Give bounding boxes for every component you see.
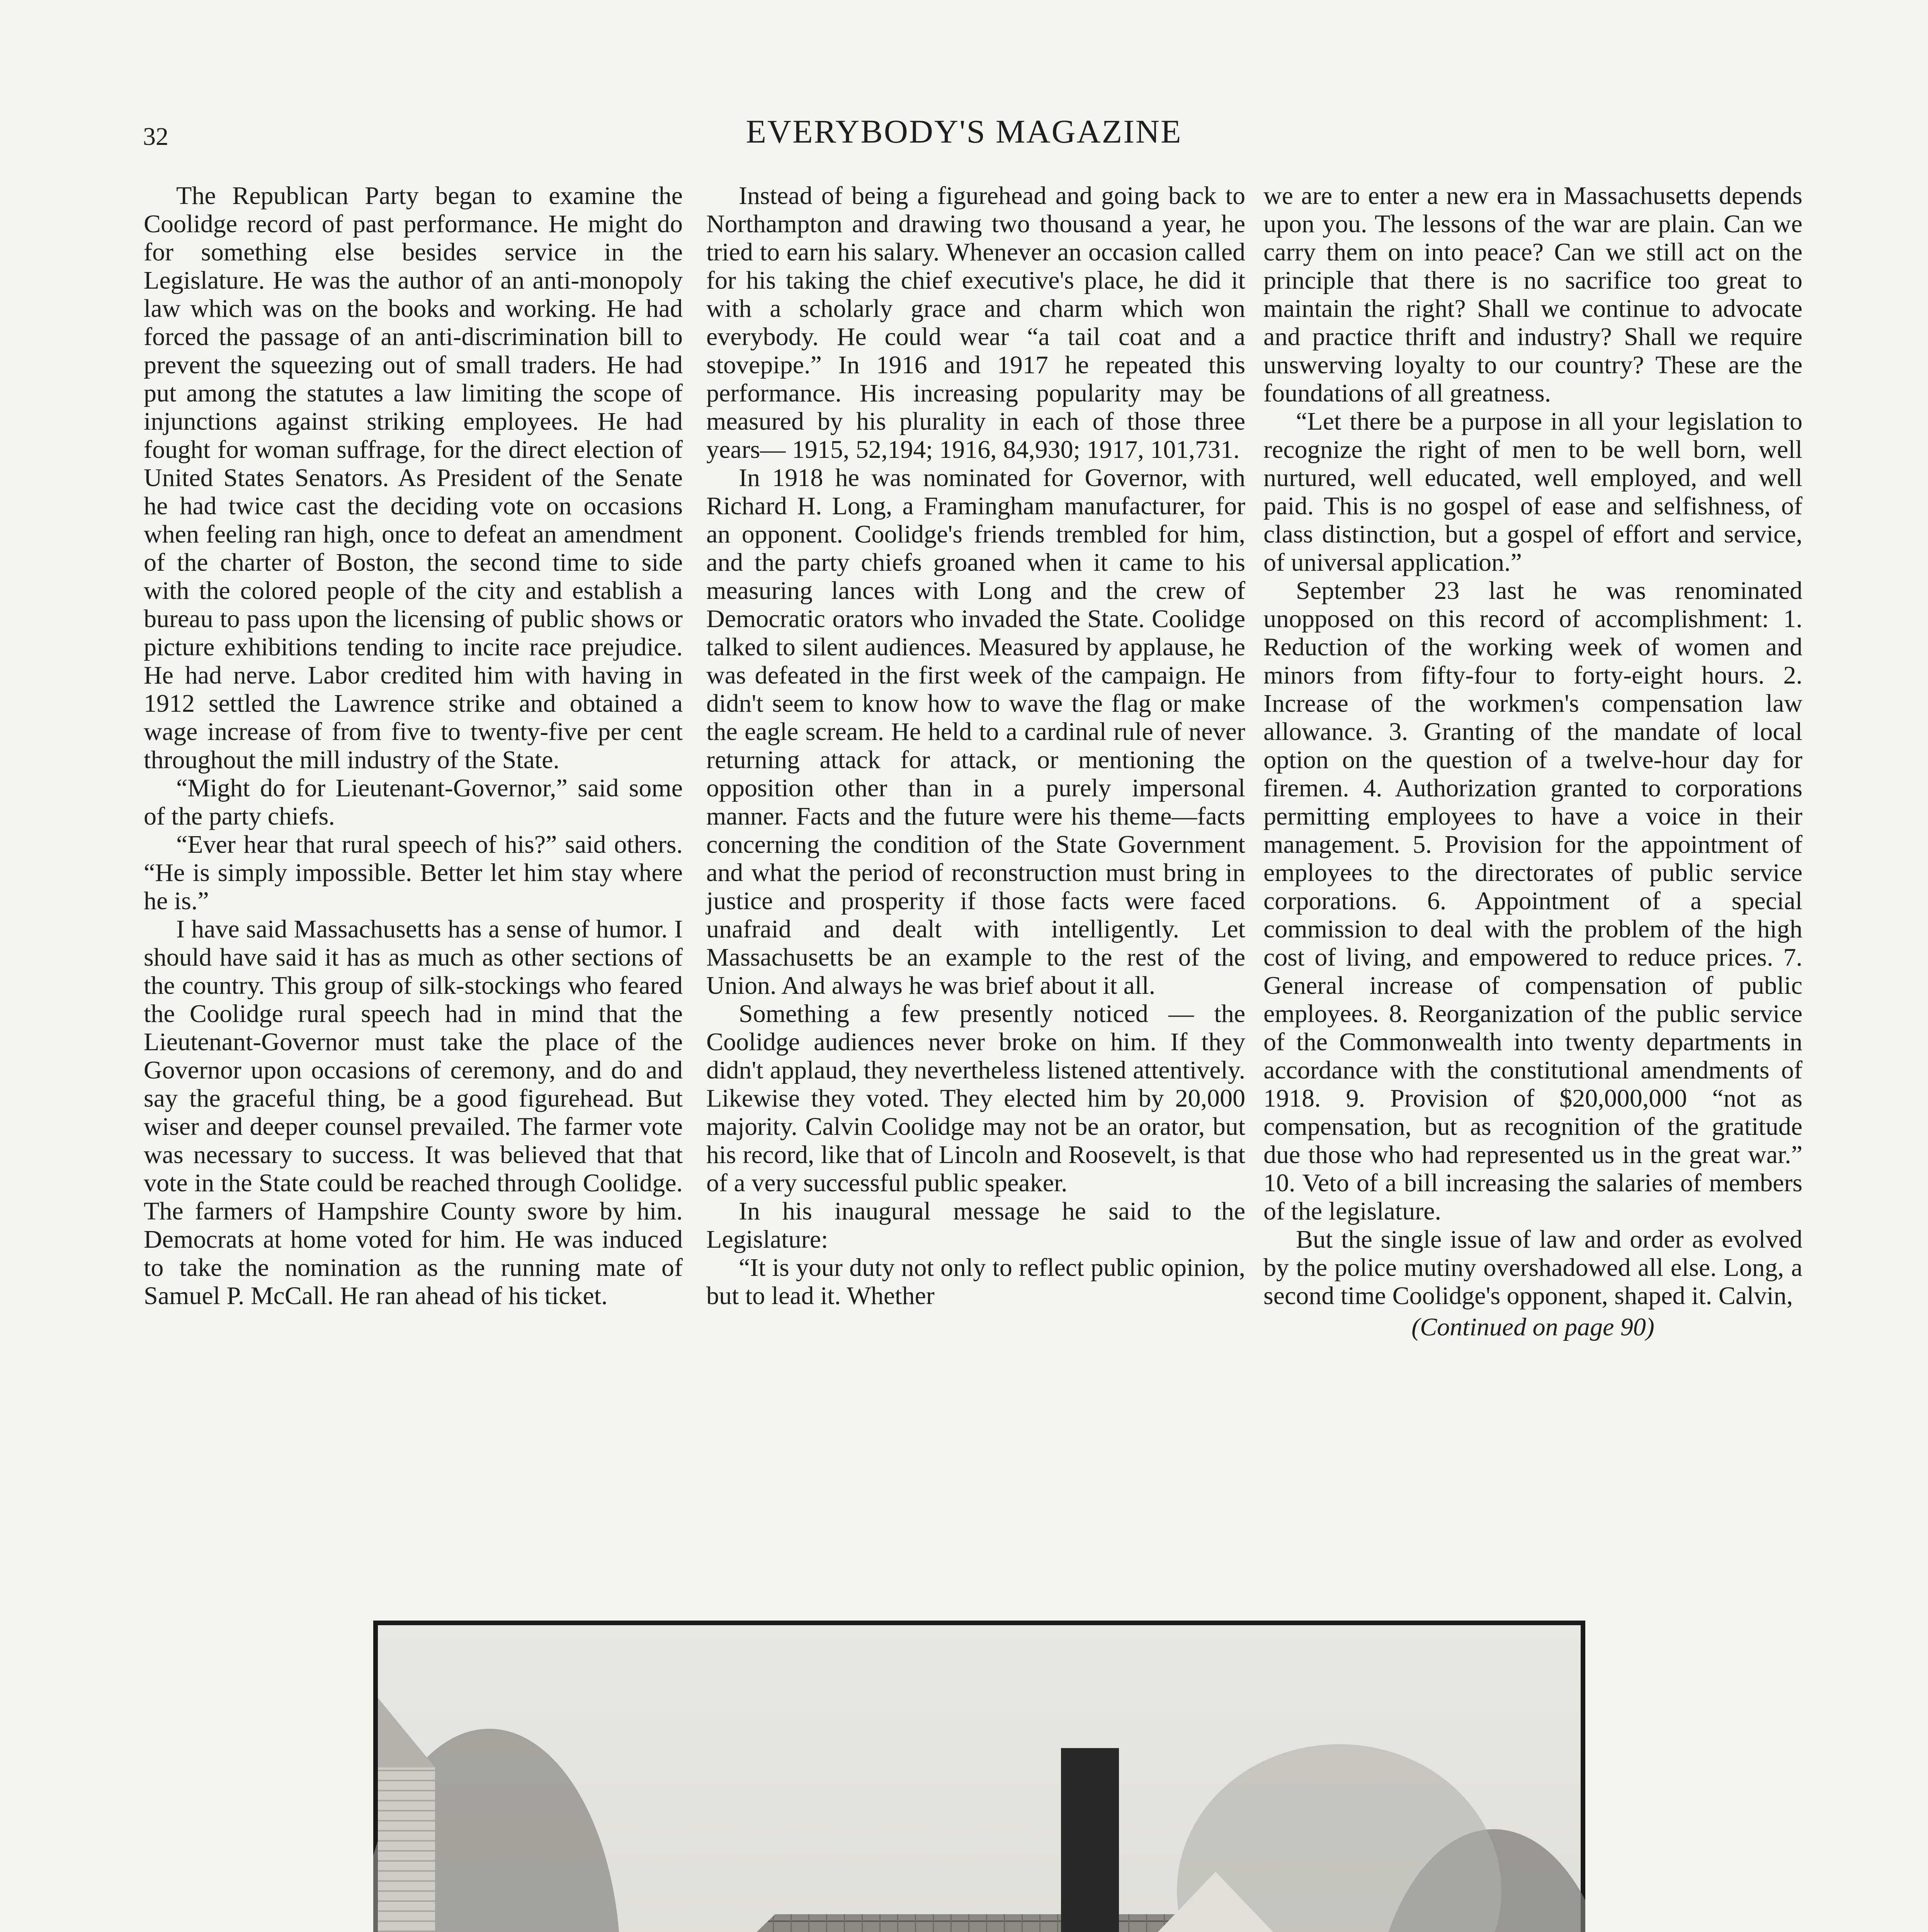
paragraph: But the single issue of law and order as evolved by the police mutiny overshadowed all else. Long, a second time Coolidge's opponent, shaped it. Calvin, xyxy=(1263,1225,1802,1310)
article-column-3 xyxy=(1263,182,1802,1341)
paragraph: September 23 last he was renominated unopposed on this record of accomplishment: 1. Reduction of the working week of women and minors from fifty-four to forty-eight hours. 2. Increase of the workmen's compensation law allowance. 3. Granting of the mandate of local option on the question of a twelve-hour day for firemen. 4. Authorization granted to corporations permitting employees to have a voice in their management. 5. Provision for the appointment of employees to the directorates of public service corporations. 6. Appointment of a special commission to deal with the problem of the high cost of living, and empowered to reduce prices. 7. General increase of compensation of public employees. 8. Reorganization of the public service of the Commonwealth into twenty departments in accordance with the constitutional amendments of 1918. 9. Provision of $20,000,000 “not as compensation, but as recognition of the gratitude due those who had represented us in the great war.” 10. Veto of a bill increasing the salaries of members of the legislature. xyxy=(1263,577,1802,1225)
magazine-title: EVERYBODY'S MAGAZINE xyxy=(746,113,1182,150)
paragraph: In 1918 he was nominated for Governor, with Richard H. Long, a Framingham manufacturer, for an opponent. Coolidge's friends trembled for him, and the party chiefs groaned when it came to his measuring lances with Long and the crew of Democratic orators who invaded the State. Coolidge talked to silent audiences. Measured by applause, he was defeated in the first week of the campaign. He didn't seem to know how to wave the flag or make the eagle scream. He held to a cardinal rule of never returning attack for attack, or mentioning the opposition other than in a purely impersonal manner. Facts and the future were his theme—facts concerning the condition of the State Government and what the period of reconstruction must bring in justice and prosperity if those facts were faced unafraid and dealt with intelligently. Let Massachusetts be an example to the rest of the Union. And always he was brief about it all. xyxy=(706,464,1245,1000)
paragraph: “Might do for Lieutenant-Governor,” said some of the party chiefs. xyxy=(144,774,683,830)
paragraph: Something a few presently noticed — the Coolidge audiences never broke on him. If they didn't applaud, they nevertheless listened attentively. Likewise they voted. They elected him by 20,000 majority. Calvin Coolidge may not be an orator, but his record, like that of Lincoln and Roosevelt, is that of a very successful public speaker. xyxy=(706,1000,1245,1197)
paragraph: Instead of being a figurehead and going back to Northampton and drawing two thousand a year, he tried to earn his salary. Whenever an occasion called for his taking the chief executive's place, he did it with a scholarly grace and charm which won everybody. He could wear “a tail coat and a stovepipe.” In 1916 and 1917 he repeated this performance. His increasing popularity may be measured by his plurality in each of those three years— 1915, 52,194; 1916, 84,930; 1917, 101,731. xyxy=(706,182,1245,464)
paragraph: we are to enter a new era in Massachusetts depends upon you. The lessons of the war are plain. Can we carry them on into peace? Can we still act on the principle that there is no sacrifice too great to maintain the right? Shall we continue to advocate and practice thrift and industry? Shall we require unswerving loyalty to our country? These are the foundations of all greatness. xyxy=(1263,182,1802,407)
paragraph: In his inaugural message he said to the Legislature: xyxy=(706,1197,1245,1253)
article-column-2 xyxy=(706,182,1245,1310)
page-number: 32 xyxy=(143,122,168,151)
paragraph: “Ever hear that rural speech of his?” said others. “He is simply impossible. Better let him stay where he is.” xyxy=(144,830,683,915)
paragraph: The Republican Party began to examine the Coolidge record of past performance. He might do for something else besides service in the Legislature. He was the author of an anti-monopoly law which was on the books and working. He had forced the passage of an anti-discrimination bill to prevent the squeezing out of small traders. He had put among the statutes a law limiting the scope of injunctions against striking employees. He had fought for woman suffrage, for the direct election of United States Senators. As President of the Senate he had twice cast the deciding vote on occasions when feeling ran high, once to defeat an amendment of the charter of Boston, the second time to side with the colored people of the city and establish a bureau to pass upon the licensing of public shows or picture exhibitions tending to incite race prejudice. He had nerve. Labor credited him with having in 1912 settled the Lawrence strike and obtained a wage increase of from five to twenty-five per cent throughout the mill industry of the State. xyxy=(144,182,683,774)
paragraph: “Let there be a purpose in all your legislation to recognize the right of men to be well born, well nurtured, well educated, well employed, and well paid. This is no gospel of ease and selfishness, of class distinction, but a gospel of effort and service, of universal application.” xyxy=(1263,407,1802,577)
paragraph: “It is your duty not only to reflect public opinion, but to lead it. Whether xyxy=(706,1253,1245,1310)
house-photograph xyxy=(373,1621,1585,1932)
paragraph: I have said Massachusetts has a sense of humor. I should have said it has as much as other sections of the country. This group of silk-stockings who feared the Coolidge rural speech had in mind that the Lieutenant-Governor must take the place of the Governor upon occasions of ceremony, and do and say the graceful thing, be a good figurehead. But wiser and deeper counsel prevailed. The farmer vote was necessary to success. It was believed that that vote in the State could be reached through Coolidge. The farmers of Hampshire County swore by him. Democrats at home voted for him. He was induced to take the nomination as the running mate of Samuel P. McCall. He ran ahead of his ticket. xyxy=(144,915,683,1310)
continued-note: (Continued on page 90) xyxy=(1411,1313,1654,1341)
article-column-1 xyxy=(144,182,683,1310)
